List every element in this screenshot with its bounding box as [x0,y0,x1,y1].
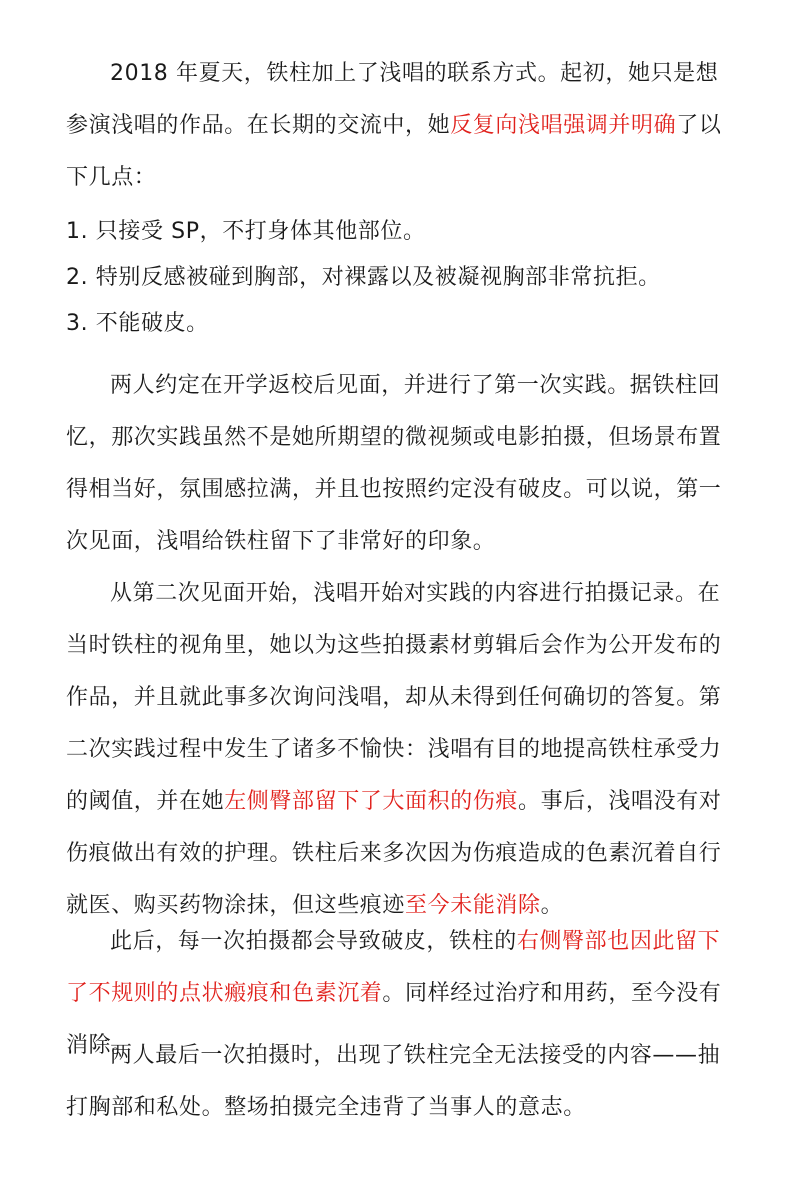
list-item: 1. 只接受 SP，不打身体其他部位。 [66,219,426,244]
later-shoots-text-end: 。同样经过治疗和用药，至今没有消除。 [66,981,722,1058]
intro-text-end: 了以下几点： [66,113,722,190]
later-shoots-text: 此后，每一次拍摄都会导致破皮，铁柱的 [110,929,517,954]
intro-highlight: 反复向浅唱强调并明确 [450,113,677,138]
right-injury-highlight: 右侧臀部也因此留下了不规则的点状瘢痕和色素沉着 [66,929,721,1006]
second-meeting-text-mid: 。事后，浅唱没有对伤痕做出有效的护理。铁柱后来多次因为伤痕造成的色素沉着自行就医、购买药物涂抹，但这些痕迹 [66,789,722,918]
not-healed-highlight: 至今未能消除 [405,893,541,918]
paragraph-intro [66,48,726,204]
paragraph-last-shoot: 两人最后一次拍摄时，出现了铁柱完全无法接受的内容——抽打胸部和私处。整场拍摄完全违背了当事人的意志。 [66,1043,721,1120]
second-meeting-text: 从第二次见面开始，浅唱开始对实践的内容进行拍摄记录。在当时铁柱的视角里，她以为这些拍摄素材剪辑后会作为公开发布的作品，并且就此事多次询问浅唱，却从未得到任何确切的答复。第二次实践过程中发生了诸多不愉快：浅唱有目的地提高铁柱承受力的阈值，并在她 [66,581,722,814]
list-item: 2. 特别反感被碰到胸部，对裸露以及被凝视胸部非常抗拒。 [66,265,661,290]
left-injury-highlight: 左侧臀部留下了大面积的伤痕 [224,789,519,814]
second-meeting-text-end: 。 [540,893,564,918]
paragraph-first-meeting: 两人约定在开学返校后见面，并进行了第一次实践。据铁柱回忆，那次实践虽然不是她所期望的微视频或电影拍摄，但场景布置得相当好，氛围感拉满，并且也按照约定没有破皮。可以说，第一次见面，浅唱给铁柱留下了非常好的印象。 [66,373,722,554]
paragraph-second-meeting [66,568,726,932]
list-item: 3. 不能破皮。 [66,311,209,336]
intro-text: 2018 年夏天，铁柱加上了浅唱的联系方式。起初，她只是想参演浅唱的作品。在长期的交流中，她 [66,61,719,138]
